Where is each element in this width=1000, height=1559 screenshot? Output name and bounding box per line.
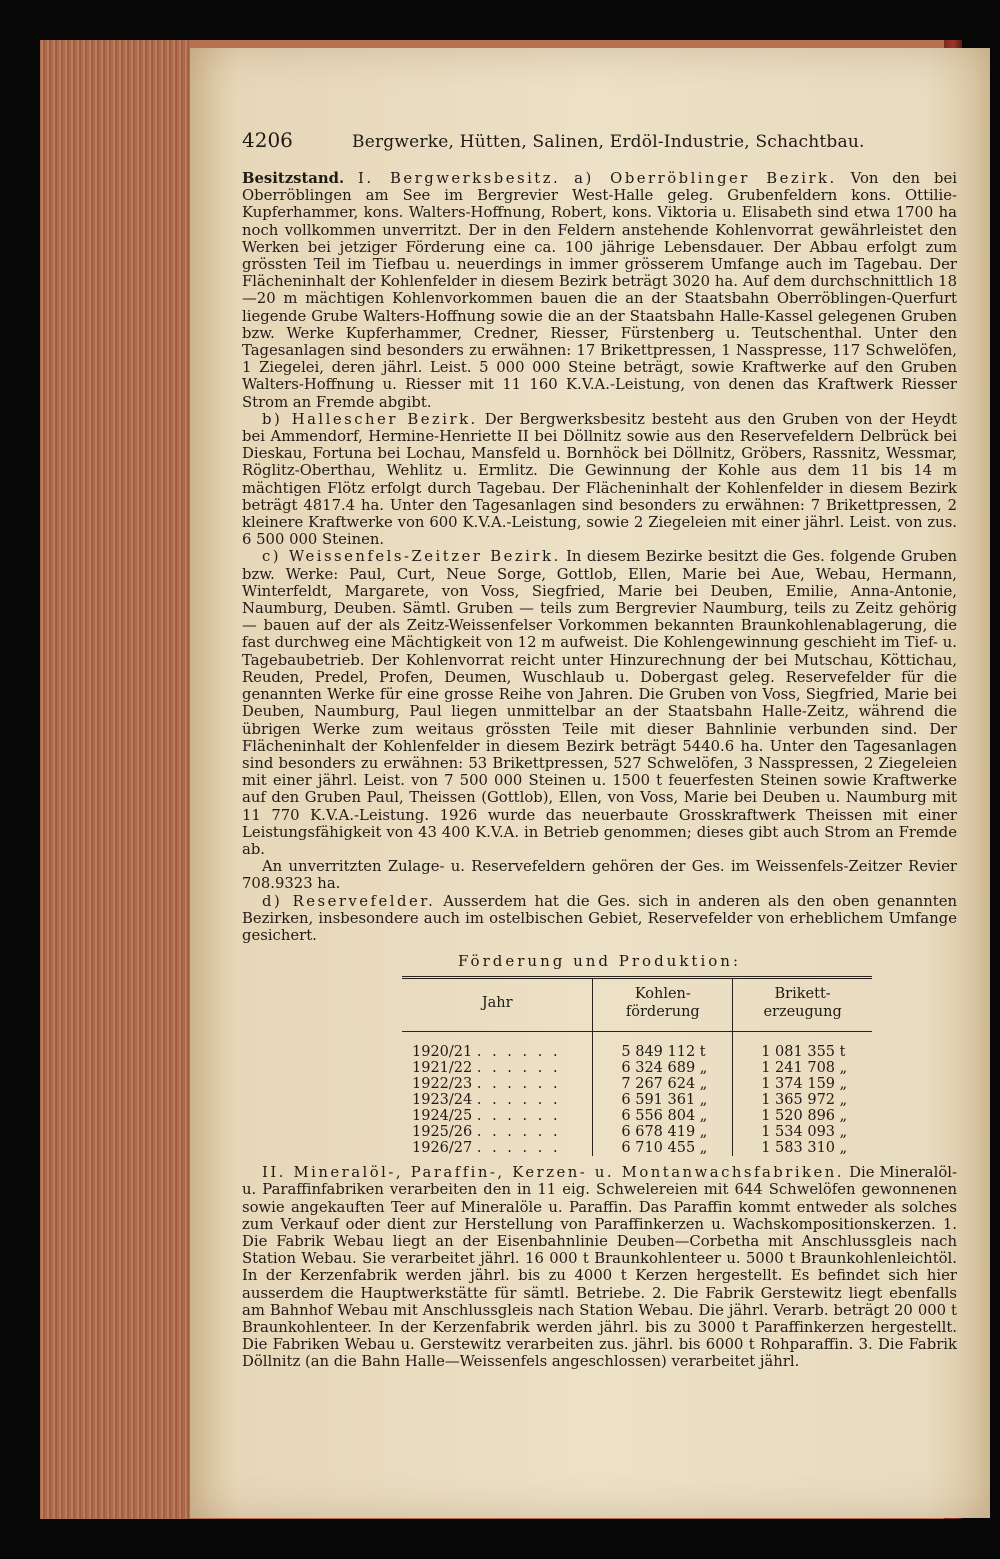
subsection-heading-b: b) Hallescher Bezirk. bbox=[262, 410, 478, 428]
header-briquette-text: Brikett- erzeugung bbox=[763, 986, 842, 1021]
row-briquette: 1 365 972 „ bbox=[733, 1092, 872, 1108]
section-label: Besitzstand. bbox=[242, 170, 345, 187]
header-coal-text: Kohlen- förderung bbox=[625, 986, 700, 1021]
row-year bbox=[402, 1140, 593, 1156]
row-year-value: 1926/27 bbox=[412, 1140, 477, 1157]
row-coal: 6 556 804 „ bbox=[593, 1108, 733, 1124]
row-year bbox=[402, 1124, 593, 1140]
paragraph-a bbox=[242, 170, 957, 411]
row-year bbox=[402, 1076, 593, 1092]
running-head bbox=[242, 128, 957, 152]
row-briquette: 1 534 093 „ bbox=[733, 1124, 872, 1140]
row-leader-dots: . . . . . . bbox=[476, 1124, 561, 1141]
row-coal: 6 710 455 „ bbox=[593, 1140, 733, 1156]
table-row bbox=[402, 1092, 872, 1108]
row-coal: 6 591 361 „ bbox=[593, 1092, 733, 1108]
row-year bbox=[402, 1032, 593, 1061]
row-leader-dots: . . . . . . bbox=[476, 1076, 561, 1093]
row-year-value: 1922/23 bbox=[412, 1076, 477, 1093]
subsection-heading-d: d) Reservefelder. bbox=[262, 892, 436, 910]
row-year bbox=[402, 1060, 593, 1076]
table-row bbox=[402, 1124, 872, 1140]
book-photo bbox=[40, 40, 958, 1519]
paragraph-c2: An unverritzten Zulage- u. Reservefeldern gehören der Ges. im Weissenfels-Zeitzer Revier 708.9323 ha. bbox=[242, 858, 957, 893]
page-edges bbox=[40, 40, 190, 1519]
row-year-value: 1923/24 bbox=[412, 1092, 477, 1109]
table-row bbox=[402, 1032, 872, 1061]
row-briquette: 1 241 708 „ bbox=[733, 1060, 872, 1076]
row-briquette: 1 374 159 „ bbox=[733, 1076, 872, 1092]
section-heading: I. Bergwerksbesitz. bbox=[358, 170, 561, 187]
paragraph-a-text: Von den bei Oberröblingen am See im Bergrevier West-Halle geleg. Grubenfeldern kons. Ottilie-Kupferhammer, kons. Walters-Hoffnung, Robert, kons. Viktoria u. Elisabeth sind etwa 1700 ha noch vollkommen unverritzt. Der in den Feldern anstehende Kohlenvorrat gewährleistet den Werken bei jetziger Förderung eine ca. 100 jährige Lebensdauer. Der Abbau erfolgt zum grössten Teil im Tiefbau u. neuerdings in immer grösserem Umfange auch im Tagebau. Der Flächeninhalt der Kohlenfelder in diesem Bezirk beträgt 3020 ha. Auf dem durchschnittlich 18—20 m mächtigen Kohlenvorkommen bauen die an der Staatsbahn Oberröblingen-Querfurt liegende Grube Walters-Hoffnung sowie die an der Staatsbahn Halle-Kassel gelegenen Gruben bzw. Werke Kupferhammer, Credner, Riesser, Fürstenberg u. Teutschenthal. Unter den Tagesanlagen sind besonders zu erwähnen: 17 Brikettpressen, 1 Nasspresse, 117 Schwelöfen, 1 Ziegelei, deren jährl. Leist. 5 000 000 Steine beträgt, sowie Kraftwerke auf den Gruben Walters-Hoffnung u. Riesser mit 11 160 K.V.A.-Leistung, von denen das Kraftwerk Riesser Strom an Fremde abgibt. bbox=[242, 170, 957, 411]
production-table bbox=[402, 976, 872, 1156]
table-row bbox=[402, 1060, 872, 1076]
row-leader-dots: . . . . . . bbox=[476, 1140, 561, 1157]
row-leader-dots: . . . . . . bbox=[476, 1044, 561, 1061]
running-head-title: Bergwerke, Hütten, Salinen, Erdöl-Industrie, Schachtbau. bbox=[352, 132, 865, 152]
table-title: Förderung und Produktion: bbox=[457, 952, 742, 971]
table-row bbox=[402, 1108, 872, 1124]
page-content bbox=[242, 128, 957, 1371]
row-coal: 6 324 689 „ bbox=[593, 1060, 733, 1076]
paragraph-d bbox=[242, 893, 957, 945]
paragraph-b bbox=[242, 411, 957, 549]
subsection-heading-a: a) Oberröblinger Bezirk. bbox=[574, 170, 837, 187]
paragraph-ii-text: Die Mineralöl- u. Paraffinfabriken verarbeiten den in 11 eig. Schwelereien mit 644 Schwelöfen gewonnenen sowie angekauften Teer auf Mineralöle u. Paraffin. Das Paraffin kommt entweder als solches zum Verkauf oder dient zur Herstellung von Paraffinkerzen u. Wachskompositionskerzen. 1. Die Fabrik Webau liegt an der Eisenbahnlinie Deuben—Corbetha mit Anschlussgleis nach Station Webau. Sie verarbeitet jährl. 16 000 t Braunkohlenteer u. 5000 t Braunkohlenleichtöl. In der Kerzenfabrik werden jährl. bis zu 4000 t Kerzen hergestellt. Es befindet sich hier ausserdem die Hauptwerkstätte für sämtl. Betriebe. 2. Die Fabrik Gerstewitz liegt ebenfalls am Bahnhof Webau mit Anschlussgleis nach Station Webau. Die jährl. Verarb. beträgt 20 000 t Braunkohlenteer. In der Kerzenfabrik werden jährl. bis zu 3000 t Paraffinkerzen hergestellt. Die Fabriken Webau u. Gerstewitz verarbeiten zus. jährl. bis 6000 t Rohparaffin. 3. Die Fabrik Döllnitz (an die Bahn Halle—Weissenfels angeschlossen) verarbeitet jährl. bbox=[242, 1164, 957, 1371]
row-coal: 6 678 419 „ bbox=[593, 1124, 733, 1140]
row-leader-dots: . . . . . . bbox=[476, 1092, 561, 1109]
header-year: Jahr bbox=[402, 979, 593, 1032]
book-page bbox=[190, 48, 990, 1518]
header-coal bbox=[593, 979, 733, 1032]
row-year-value: 1924/25 bbox=[412, 1108, 477, 1125]
header-briquette bbox=[733, 979, 872, 1032]
row-year bbox=[402, 1108, 593, 1124]
row-briquette: 1 520 896 „ bbox=[733, 1108, 872, 1124]
row-coal: 5 849 112 t bbox=[593, 1032, 733, 1061]
paragraph-b-text: Der Bergwerksbesitz besteht aus den Gruben von der Heydt bei Ammendorf, Hermine-Henriette II bei Döllnitz sowie aus den Reservefeldern Delbrück bei Dieskau, Fortuna bei Lochau, Mansfeld u. Bornhöck bei Döllnitz, Gröbers, Rassnitz, Wessmar, Röglitz-Oberthau, Wehlitz u. Ermlitz. Die Gewinnung der Kohle aus dem 11 bis 14 m mächtigen Flötz erfolgt durch Tagebau. Der Flächeninhalt der Kohlenfelder in diesem Bezirk beträgt 4817.4 ha. Unter den Tagesanlagen sind besonders zu erwähnen: 7 Brikettpressen, 2 kleinere Kraftwerke von 600 K.V.A.-Leistung, sowie 2 Ziegeleien mit einer jährl. Leist. von zus. 6 500 000 Steinen. bbox=[242, 410, 957, 549]
page-number: 4206 bbox=[242, 128, 293, 152]
row-briquette: 1 081 355 t bbox=[733, 1032, 872, 1061]
section-heading-ii: II. Mineralöl-, Paraffin-, Kerzen- u. Montanwachsfabriken. bbox=[262, 1164, 845, 1182]
row-coal: 7 267 624 „ bbox=[593, 1076, 733, 1092]
row-briquette: 1 583 310 „ bbox=[733, 1140, 872, 1156]
row-year-value: 1921/22 bbox=[412, 1060, 477, 1077]
paragraph-c bbox=[242, 548, 957, 858]
paragraph-d-text: Ausserdem hat die Ges. sich in anderen als den oben genannten Bezirken, insbesondere auch im ostelbischen Gebiet, Reservefelder von erheblichem Umfange gesichert. bbox=[242, 892, 957, 944]
table-row bbox=[402, 1076, 872, 1092]
row-year-value: 1925/26 bbox=[412, 1124, 477, 1141]
row-year-value: 1920/21 bbox=[412, 1044, 477, 1061]
table-row bbox=[402, 1140, 872, 1156]
row-leader-dots: . . . . . . bbox=[476, 1108, 561, 1125]
row-year bbox=[402, 1092, 593, 1108]
paragraph-c-text: In diesem Bezirke besitzt die Ges. folgende Gruben bzw. Werke: Paul, Curt, Neue Sorge, Gottlob, Ellen, Marie bei Aue, Webau, Hermann, Winterfeldt, Margarete, von Voss, Siegfried, Marie bei Deuben, Emilie, Anna-Antonie, Naumburg, Deuben. Sämtl. Gruben — teils zum Bergrevier Naumburg, teils zu Zeitz gehörig — bauen auf der als Zeitz-Weissenfelser Vorkommen bekannten Braunkohlenablagerung, die fast durchweg eine Mächtigkeit von 12 m aufweist. Die Kohlengewinnung geschieht im Tief- u. Tagebaubetrieb. Der Kohlenvorrat reicht unter Hinzurechnung der bei Mutschau, Köttichau, Reuden, Predel, Profen, Deumen, Wuschlaub u. Dobergast geleg. Reservefelder für die genannten Werke für eine grosse Reihe von Jahren. Die Gruben von Voss, Siegfried, Marie bei Deuben, Naumburg, Paul liegen unmittelbar an der Staatsbahn Halle-Zeitz, während die übrigen Werke zum weitaus grössten Teile mit dieser Bahnlinie verbunden sind. Der Flächeninhalt der Kohlenfelder in diesem Bezirk beträgt 5440.6 ha. Unter den Tagesanlagen sind besonders zu erwähnen: 53 Brikettpressen, 527 Schwelöfen, 3 Nasspressen, 2 Ziegeleien mit einer jährl. Leist. von 7 500 000 Steinen u. 1500 t feuerfesten Steinen sowie Kraftwerke auf den Gruben Paul, Theissen (Gottlob), Ellen, von Voss, Marie bei Deuben u. Naumburg mit 11 770 K.V.A.-Leistung. 1926 wurde das neuerbaute Grosskraftwerk Theissen mit einer Leistungsfähigkeit von 43 400 K.V.A. in Betrieb genommen; dieses gibt auch Strom an Fremde ab. bbox=[242, 548, 957, 858]
row-leader-dots: . . . . . . bbox=[476, 1060, 561, 1077]
paragraph-ii bbox=[242, 1164, 957, 1370]
table-body bbox=[402, 1032, 872, 1157]
subsection-heading-c: c) Weissenfels-Zeitzer Bezirk. bbox=[262, 548, 561, 566]
